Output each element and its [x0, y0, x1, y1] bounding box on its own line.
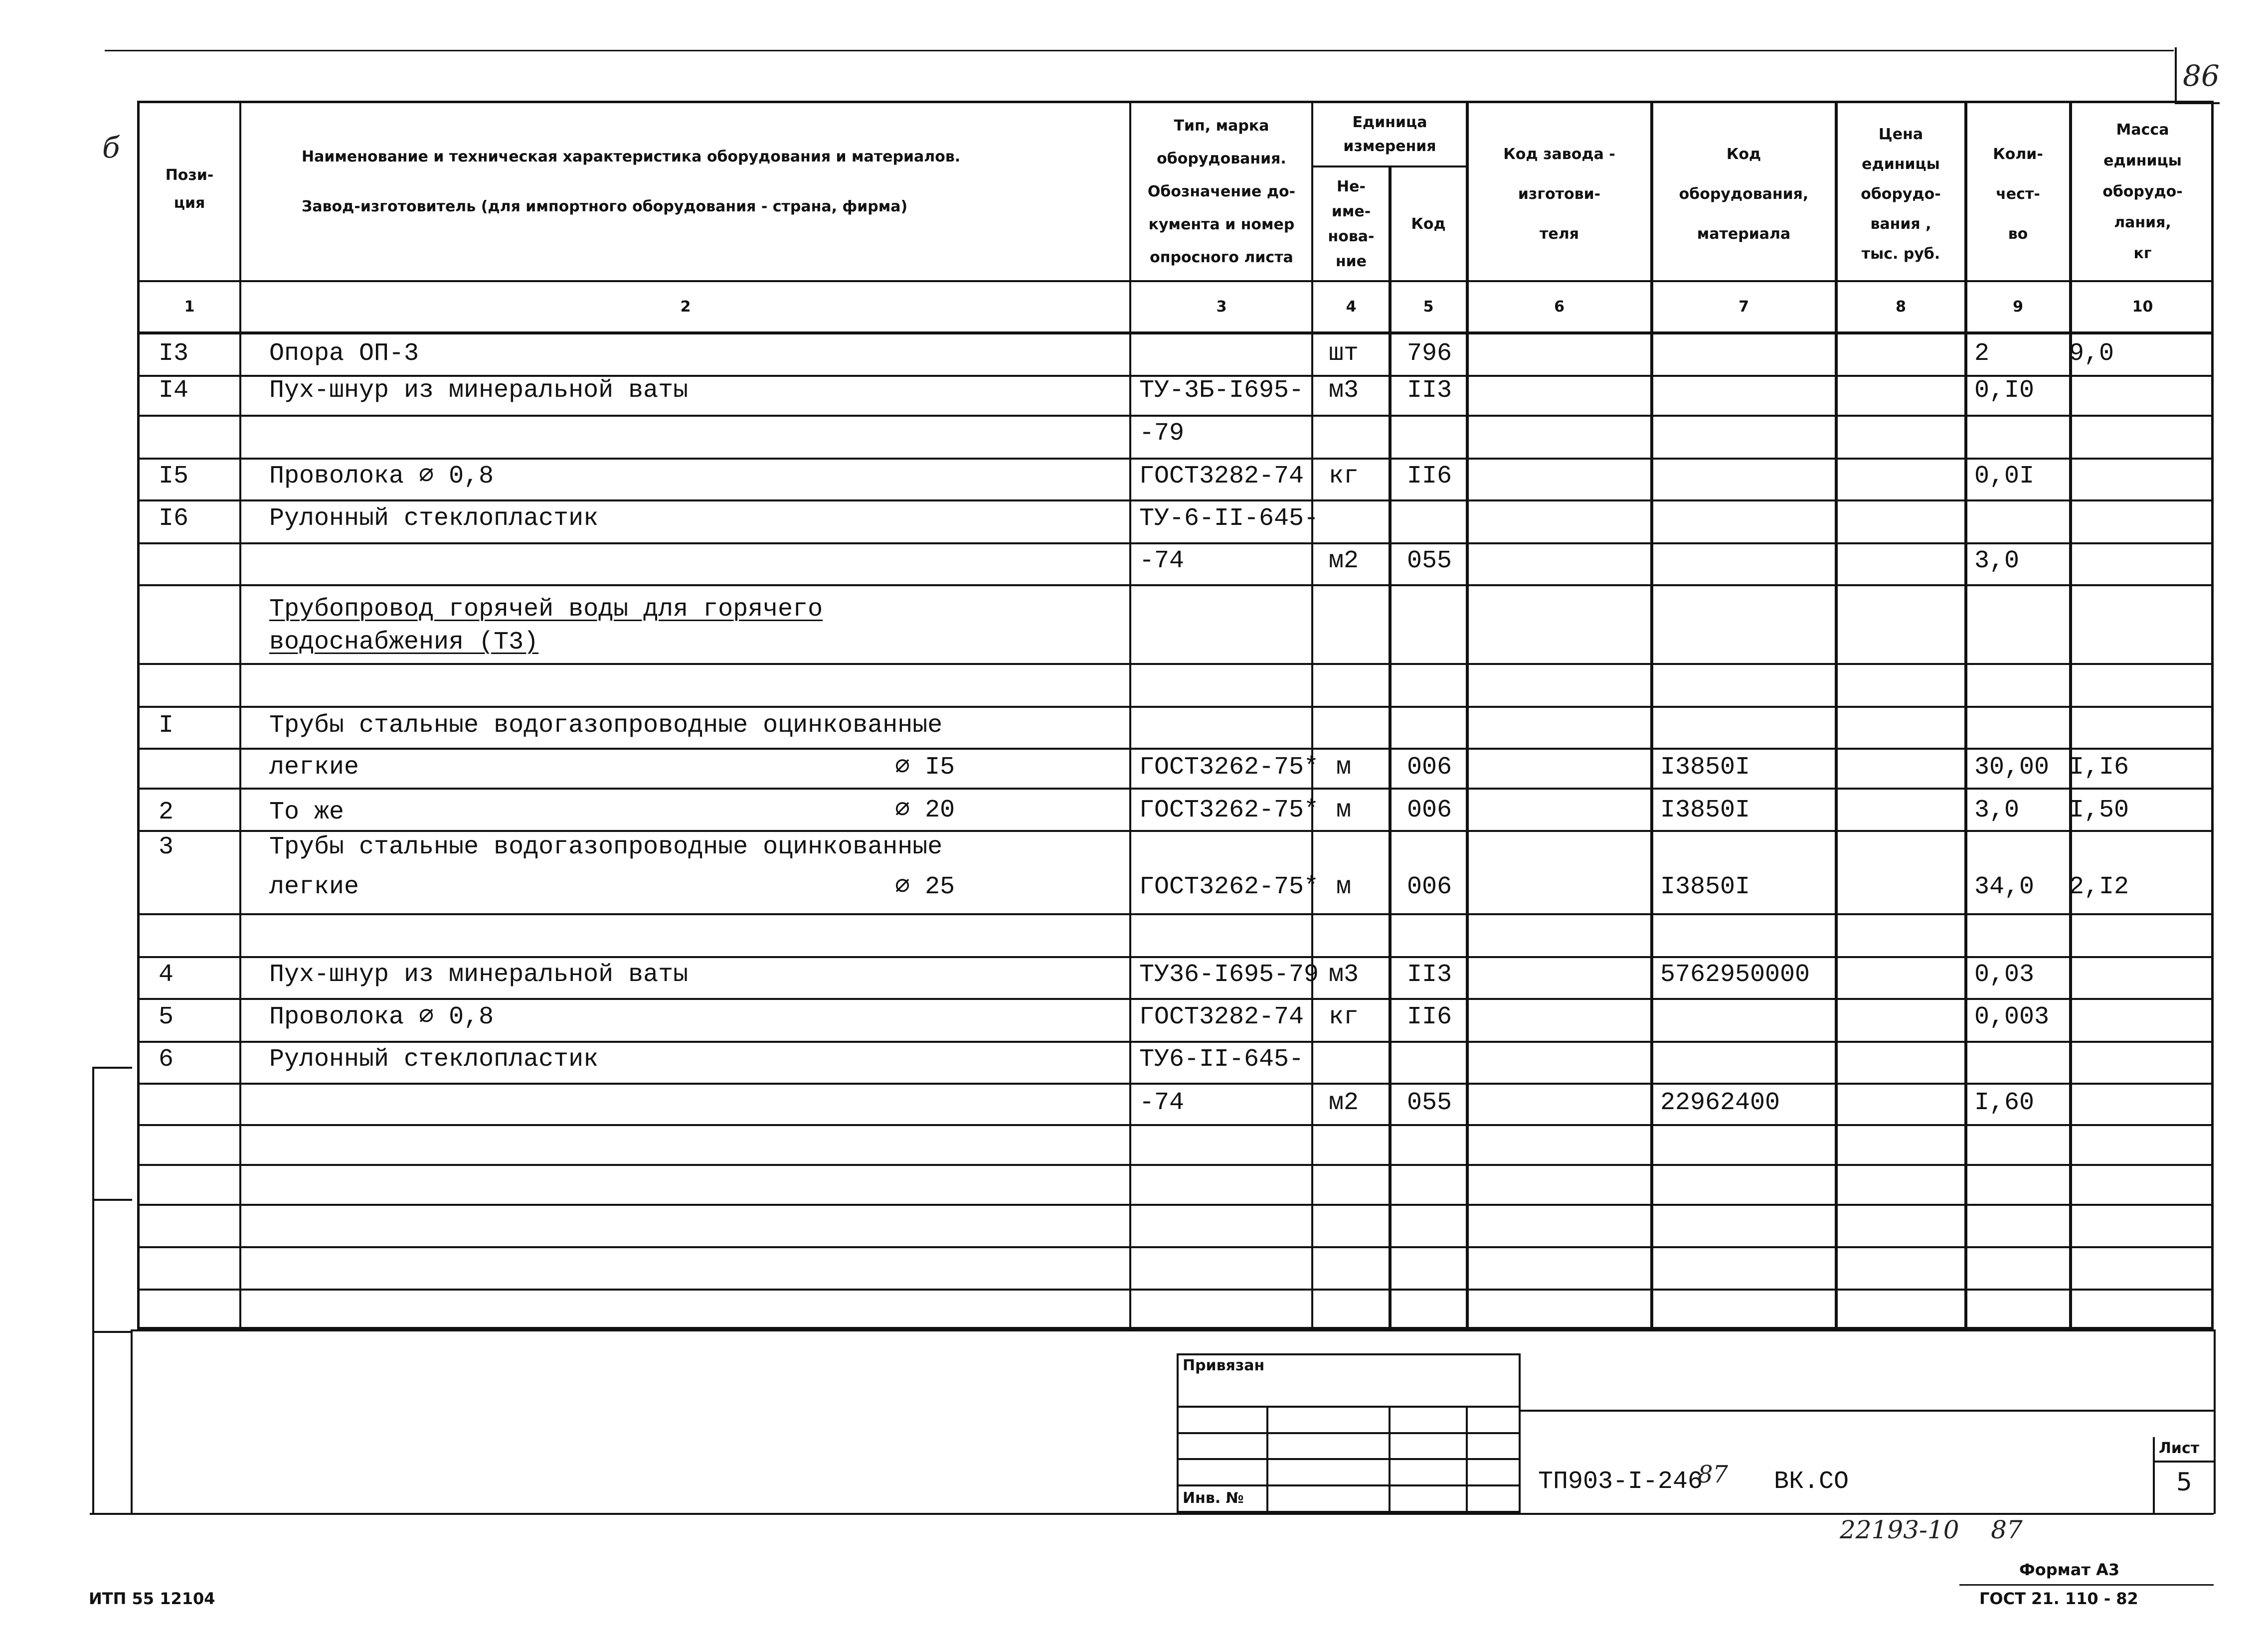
- row-mass: I,50: [2069, 796, 2129, 824]
- row-equipment-code: I3850I: [1660, 796, 1750, 824]
- row-name: Пух-шнур из минеральной ваты: [269, 376, 689, 405]
- row-code: 006: [1407, 796, 1452, 824]
- footer-left: ИТП 55 12104: [89, 1589, 215, 1608]
- row-quantity: 34,0: [1974, 873, 2035, 901]
- row-name: Рулонный стеклопластик: [269, 504, 599, 533]
- column-number: 8: [1896, 298, 1906, 316]
- row-equipment-code: 5762950000: [1660, 961, 1810, 989]
- row-position: I4: [159, 376, 189, 405]
- row-code: 006: [1407, 873, 1452, 901]
- row-unit: м2: [1329, 1089, 1359, 1117]
- sheet-label: Лист: [2159, 1440, 2200, 1457]
- row-code: II6: [1407, 462, 1452, 491]
- row-code: II3: [1407, 961, 1452, 989]
- section-heading: Трубопровод горячей воды для горячего водоснабжения (Т3): [269, 595, 823, 656]
- header-unit-price: Цена единицы оборудо- вания , тыс. руб.: [1861, 126, 1941, 263]
- row-name: Проволока ∅ 0,8: [269, 462, 494, 491]
- document-code-handwritten: 87: [1698, 1461, 1729, 1488]
- row-position: 6: [159, 1045, 174, 1074]
- header-unit-name: Не- име- нова- ние: [1328, 178, 1375, 270]
- row-position: I: [159, 711, 174, 740]
- privyazan-label: Привязан: [1183, 1357, 1265, 1374]
- row-type: ТУ36-I695-79: [1139, 961, 1319, 989]
- row-position: I5: [159, 462, 189, 491]
- row-unit: м2: [1329, 547, 1359, 575]
- header-position: Пози- ция: [165, 166, 214, 212]
- column-number: 9: [2013, 298, 2023, 316]
- row-equipment-code: I3850I: [1660, 873, 1750, 901]
- row-type: ТУ-3Б-I695-: [1139, 376, 1304, 405]
- row-position: 5: [159, 1003, 174, 1031]
- document-code: ТП903-I-246: [1538, 1468, 1703, 1496]
- header-unit-code: Код: [1411, 215, 1446, 233]
- row-type: ГОСТ3262-75*: [1139, 753, 1319, 782]
- row-diameter: ∅ 20: [895, 796, 955, 824]
- handwritten-number: 22193-10 87: [1840, 1515, 2023, 1544]
- row-quantity: 3,0: [1974, 796, 2020, 824]
- row-name: То же: [269, 798, 345, 826]
- row-type: ГОСТ3282-74: [1139, 462, 1304, 491]
- row-code: II3: [1407, 376, 1452, 405]
- row-mass: 9,0: [2069, 339, 2114, 368]
- row-type: ГОСТ3262-75*: [1139, 873, 1319, 901]
- row-unit: м: [1336, 753, 1352, 782]
- header-equipment-code: Код оборудования, материала: [1679, 146, 1809, 243]
- row-mass: 2,I2: [2069, 873, 2129, 901]
- row-unit: м: [1336, 796, 1352, 824]
- row-equipment-code: I3850I: [1660, 753, 1750, 782]
- row-type: -74: [1139, 1089, 1185, 1117]
- column-number: 5: [1423, 298, 1434, 316]
- row-position: 2: [159, 798, 174, 826]
- gost-label: ГОСТ 21. 110 - 82: [1979, 1589, 2138, 1608]
- row-unit: м3: [1329, 961, 1359, 989]
- sheet-number: 5: [2176, 1468, 2192, 1496]
- row-name: Опора ОП-3: [269, 339, 419, 368]
- row-quantity: 0,0I: [1974, 462, 2035, 491]
- row-diameter: ∅ I5: [895, 753, 955, 782]
- row-code: II6: [1407, 1003, 1452, 1031]
- column-number: 4: [1346, 298, 1357, 316]
- format-label: Формат А3: [2019, 1560, 2120, 1579]
- row-quantity: 0,003: [1974, 1003, 2050, 1031]
- column-number: 7: [1739, 298, 1749, 316]
- row-quantity: I,60: [1974, 1089, 2035, 1117]
- row-unit: шт: [1329, 339, 1359, 368]
- column-number: 2: [680, 298, 691, 316]
- row-name: Пух-шнур из минеральной ваты: [269, 961, 689, 989]
- inventory-number-label: Инв. №: [1183, 1489, 1244, 1507]
- column-number: 1: [184, 298, 195, 316]
- row-position: I3: [159, 339, 189, 368]
- row-unit: м: [1336, 873, 1352, 901]
- row-type: ГОСТ3282-74: [1139, 1003, 1304, 1031]
- row-diameter: ∅ 25: [895, 873, 955, 901]
- column-number: 3: [1216, 298, 1227, 316]
- row-name: легкие: [269, 873, 359, 901]
- header-unit-mass: Масса единицы оборудо- лания, кг: [2102, 121, 2183, 262]
- row-equipment-code: 22962400: [1660, 1089, 1780, 1117]
- row-code: 055: [1407, 547, 1452, 575]
- row-position: 3: [159, 833, 174, 861]
- row-name: Трубы стальные водогазопроводные оцинкованные: [269, 711, 943, 740]
- header-type: Тип, марка оборудования. Обозначение до- кумента и номер опросного листа: [1147, 117, 1296, 266]
- row-position: I6: [159, 504, 189, 533]
- row-position: 4: [159, 961, 174, 989]
- header-name: Наименование и техническая характеристика оборудования и материалов. Завод-изготовитель (для импортного оборудования - страна, фирма): [302, 148, 961, 215]
- column-number: 10: [2132, 298, 2153, 316]
- row-unit: кг: [1329, 462, 1359, 491]
- row-name: Рулонный стеклопластик: [269, 1045, 599, 1074]
- document-suffix: ВК.СО: [1774, 1468, 1849, 1496]
- row-code: 055: [1407, 1089, 1452, 1117]
- row-quantity: 3,0: [1974, 547, 2020, 575]
- row-quantity: 30,00: [1974, 753, 2050, 782]
- row-quantity: 0,03: [1974, 961, 2035, 989]
- row-code: 796: [1407, 339, 1452, 368]
- row-type: -79: [1139, 419, 1185, 448]
- header-manufacturer-code: Код завода - изготови- теля: [1503, 146, 1615, 243]
- row-type: -74: [1139, 547, 1185, 575]
- row-name: Проволока ∅ 0,8: [269, 1003, 494, 1031]
- row-quantity: 0,I0: [1974, 376, 2035, 405]
- row-quantity: 2: [1974, 339, 1990, 368]
- row-type: ТУ-6-II-645-: [1139, 504, 1319, 533]
- row-type: ГОСТ3262-75*: [1139, 796, 1319, 824]
- row-name: Трубы стальные водогазопроводные оцинкованные: [269, 833, 943, 861]
- header-unit: Единица измерения: [1343, 114, 1436, 155]
- header-quantity: Коли- чест- во: [1993, 146, 2043, 243]
- row-name: легкие: [269, 753, 359, 782]
- row-mass: I,I6: [2069, 753, 2129, 782]
- margin-mark: б: [102, 131, 120, 164]
- column-number: 6: [1554, 298, 1565, 316]
- row-code: 006: [1407, 753, 1452, 782]
- row-type: ТУ6-II-645-: [1139, 1045, 1304, 1074]
- row-unit: кг: [1329, 1003, 1359, 1031]
- page-number: 86: [2183, 59, 2220, 93]
- row-unit: м3: [1329, 376, 1359, 405]
